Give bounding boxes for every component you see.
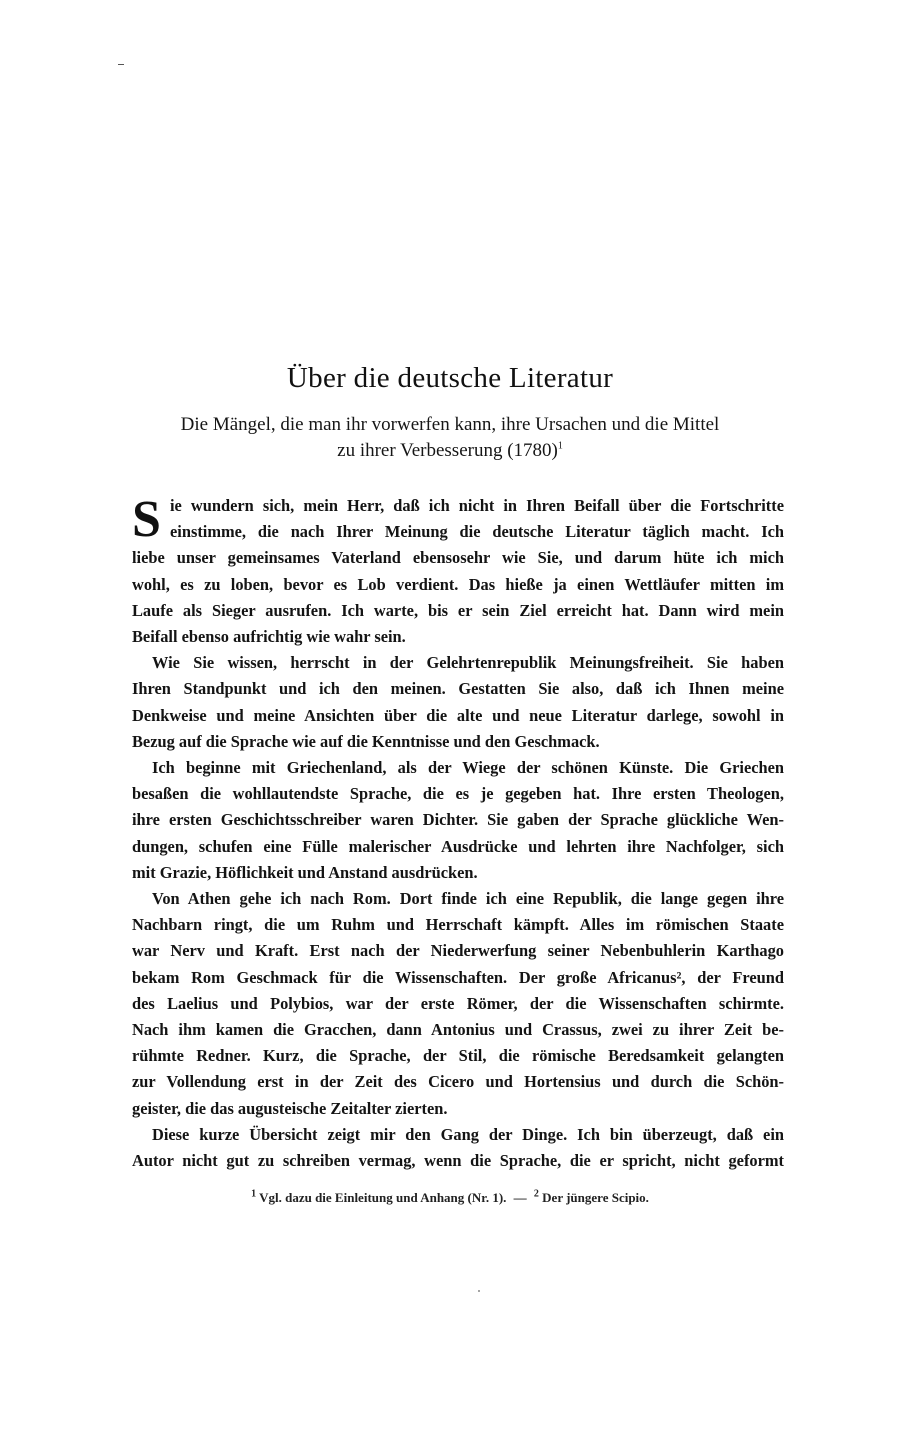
paragraph bbox=[132, 1122, 784, 1174]
text-line: Nach ihm kamen die Gracchen, dann Antonius und Crassus, zwei zu ihrer Zeit be- bbox=[132, 1020, 784, 1040]
chapter-subtitle bbox=[100, 412, 800, 464]
footnote-marker: 1 bbox=[557, 440, 563, 452]
text-line: Nachbarn ringt, die um Ruhm und Herrschaft kämpft. Alles im römischen Staate bbox=[132, 915, 784, 935]
footnote-2-marker: 2 bbox=[533, 1188, 539, 1200]
text-line: dungen, schufen eine Fülle malerischer Ausdrücke und lehrten ihre Nachfolger, sich bbox=[132, 836, 784, 856]
text-line: war Nerv und Kraft. Erst nach der Niederwerfung seiner Nebenbuhlerin Karthago bbox=[132, 941, 784, 961]
text-line: Ihren Standpunkt und ich den meinen. Gestatten Sie also, daß ich Ihnen meine bbox=[132, 679, 784, 699]
text-line: Wie Sie wissen, herrscht in der Gelehrtenrepublik Meinungsfreiheit. Sie haben bbox=[152, 653, 784, 673]
scan-speck bbox=[478, 1290, 480, 1292]
text-line: ihre ersten Geschichtsschreiber waren Dichter. Sie gaben der Sprache glückliche Wen- bbox=[132, 810, 784, 830]
subtitle-line-2 bbox=[100, 438, 800, 464]
drop-cap: S bbox=[132, 491, 161, 548]
footnote-1-marker: 1 bbox=[251, 1188, 257, 1200]
text-line: geister, die das augusteische Zeitalter zierten. bbox=[132, 1098, 448, 1118]
text-line: zur Vollendung erst in der Zeit des Cicero und Hortensius und durch die Schön- bbox=[132, 1072, 784, 1092]
text-line: Bezug auf die Sprache wie auf die Kenntnisse und den Geschmack. bbox=[132, 731, 600, 751]
footnote-2-text: Der jüngere Scipio. bbox=[542, 1190, 649, 1205]
footnotes bbox=[0, 1190, 900, 1206]
footnote-separator: — bbox=[513, 1190, 527, 1205]
text-line: ie wundern sich, mein Herr, daß ich nicht in Ihren Beifall über die Fortschritte bbox=[170, 496, 784, 515]
text-line: Denkweise und meine Ansichten über die alte und neue Literatur darlege, sowohl in bbox=[132, 705, 784, 725]
text-line: mit Grazie, Höflichkeit und Anstand ausdrücken. bbox=[132, 862, 478, 882]
scan-speck bbox=[118, 64, 124, 65]
paragraph bbox=[132, 650, 784, 755]
body-text bbox=[132, 493, 784, 1174]
text-line: liebe unser gemeinsames Vaterland ebensosehr wie Sie, und darum hüte ich mich bbox=[132, 548, 784, 568]
paragraph bbox=[132, 755, 784, 886]
text-line: Beifall ebenso aufrichtig wie wahr sein. bbox=[132, 627, 406, 647]
subtitle-line-2-text: zu ihrer Verbesserung (1780) bbox=[337, 440, 558, 461]
text-line: Ich beginne mit Griechenland, als der Wiege der schönen Künste. Die Griechen bbox=[152, 758, 784, 778]
footnote-1-text: Vgl. dazu die Einleitung und Anhang (Nr. 1). bbox=[259, 1190, 507, 1205]
text-line: rühmte Redner. Kurz, die Sprache, der Stil, die römische Beredsamkeit gelangten bbox=[132, 1046, 784, 1066]
text-line: Von Athen gehe ich nach Rom. Dort finde ich eine Republik, die lange gegen ihre bbox=[152, 889, 784, 909]
paragraph bbox=[132, 886, 784, 1122]
text-line: wohl, es zu loben, bevor es Lob verdient. Das hieße ja einen Wettläufer mitten im bbox=[132, 574, 784, 594]
text-line: des Laelius und Polybios, war der erste Römer, der die Wissenschaften schirmte. bbox=[132, 993, 784, 1013]
text-line: Laufe als Sieger ausrufen. Ich warte, bis er sein Ziel erreicht hat. Dann wird mein bbox=[132, 600, 784, 620]
text-line: besaßen die wohllautendste Sprache, die es je gegeben hat. Ihre ersten Theologen, bbox=[132, 784, 784, 804]
text-line: bekam Rom Geschmack für die Wissenschaften. Der große Africanus², der Freund bbox=[132, 967, 784, 987]
subtitle-line-1: Die Mängel, die man ihr vorwerfen kann, ihre Ursachen und die Mittel bbox=[180, 414, 720, 435]
text-line: einstimme, die nach Ihrer Meinung die deutsche Literatur täglich macht. Ich bbox=[170, 522, 784, 542]
text-line: Autor nicht gut zu schreiben vermag, wenn die Sprache, die er spricht, nicht geformt bbox=[132, 1151, 784, 1171]
text-line: Diese kurze Übersicht zeigt mir den Gang der Dinge. Ich bin überzeugt, daß ein bbox=[152, 1124, 784, 1144]
chapter-title: Über die deutsche Literatur bbox=[286, 362, 614, 394]
paragraph bbox=[132, 493, 784, 650]
